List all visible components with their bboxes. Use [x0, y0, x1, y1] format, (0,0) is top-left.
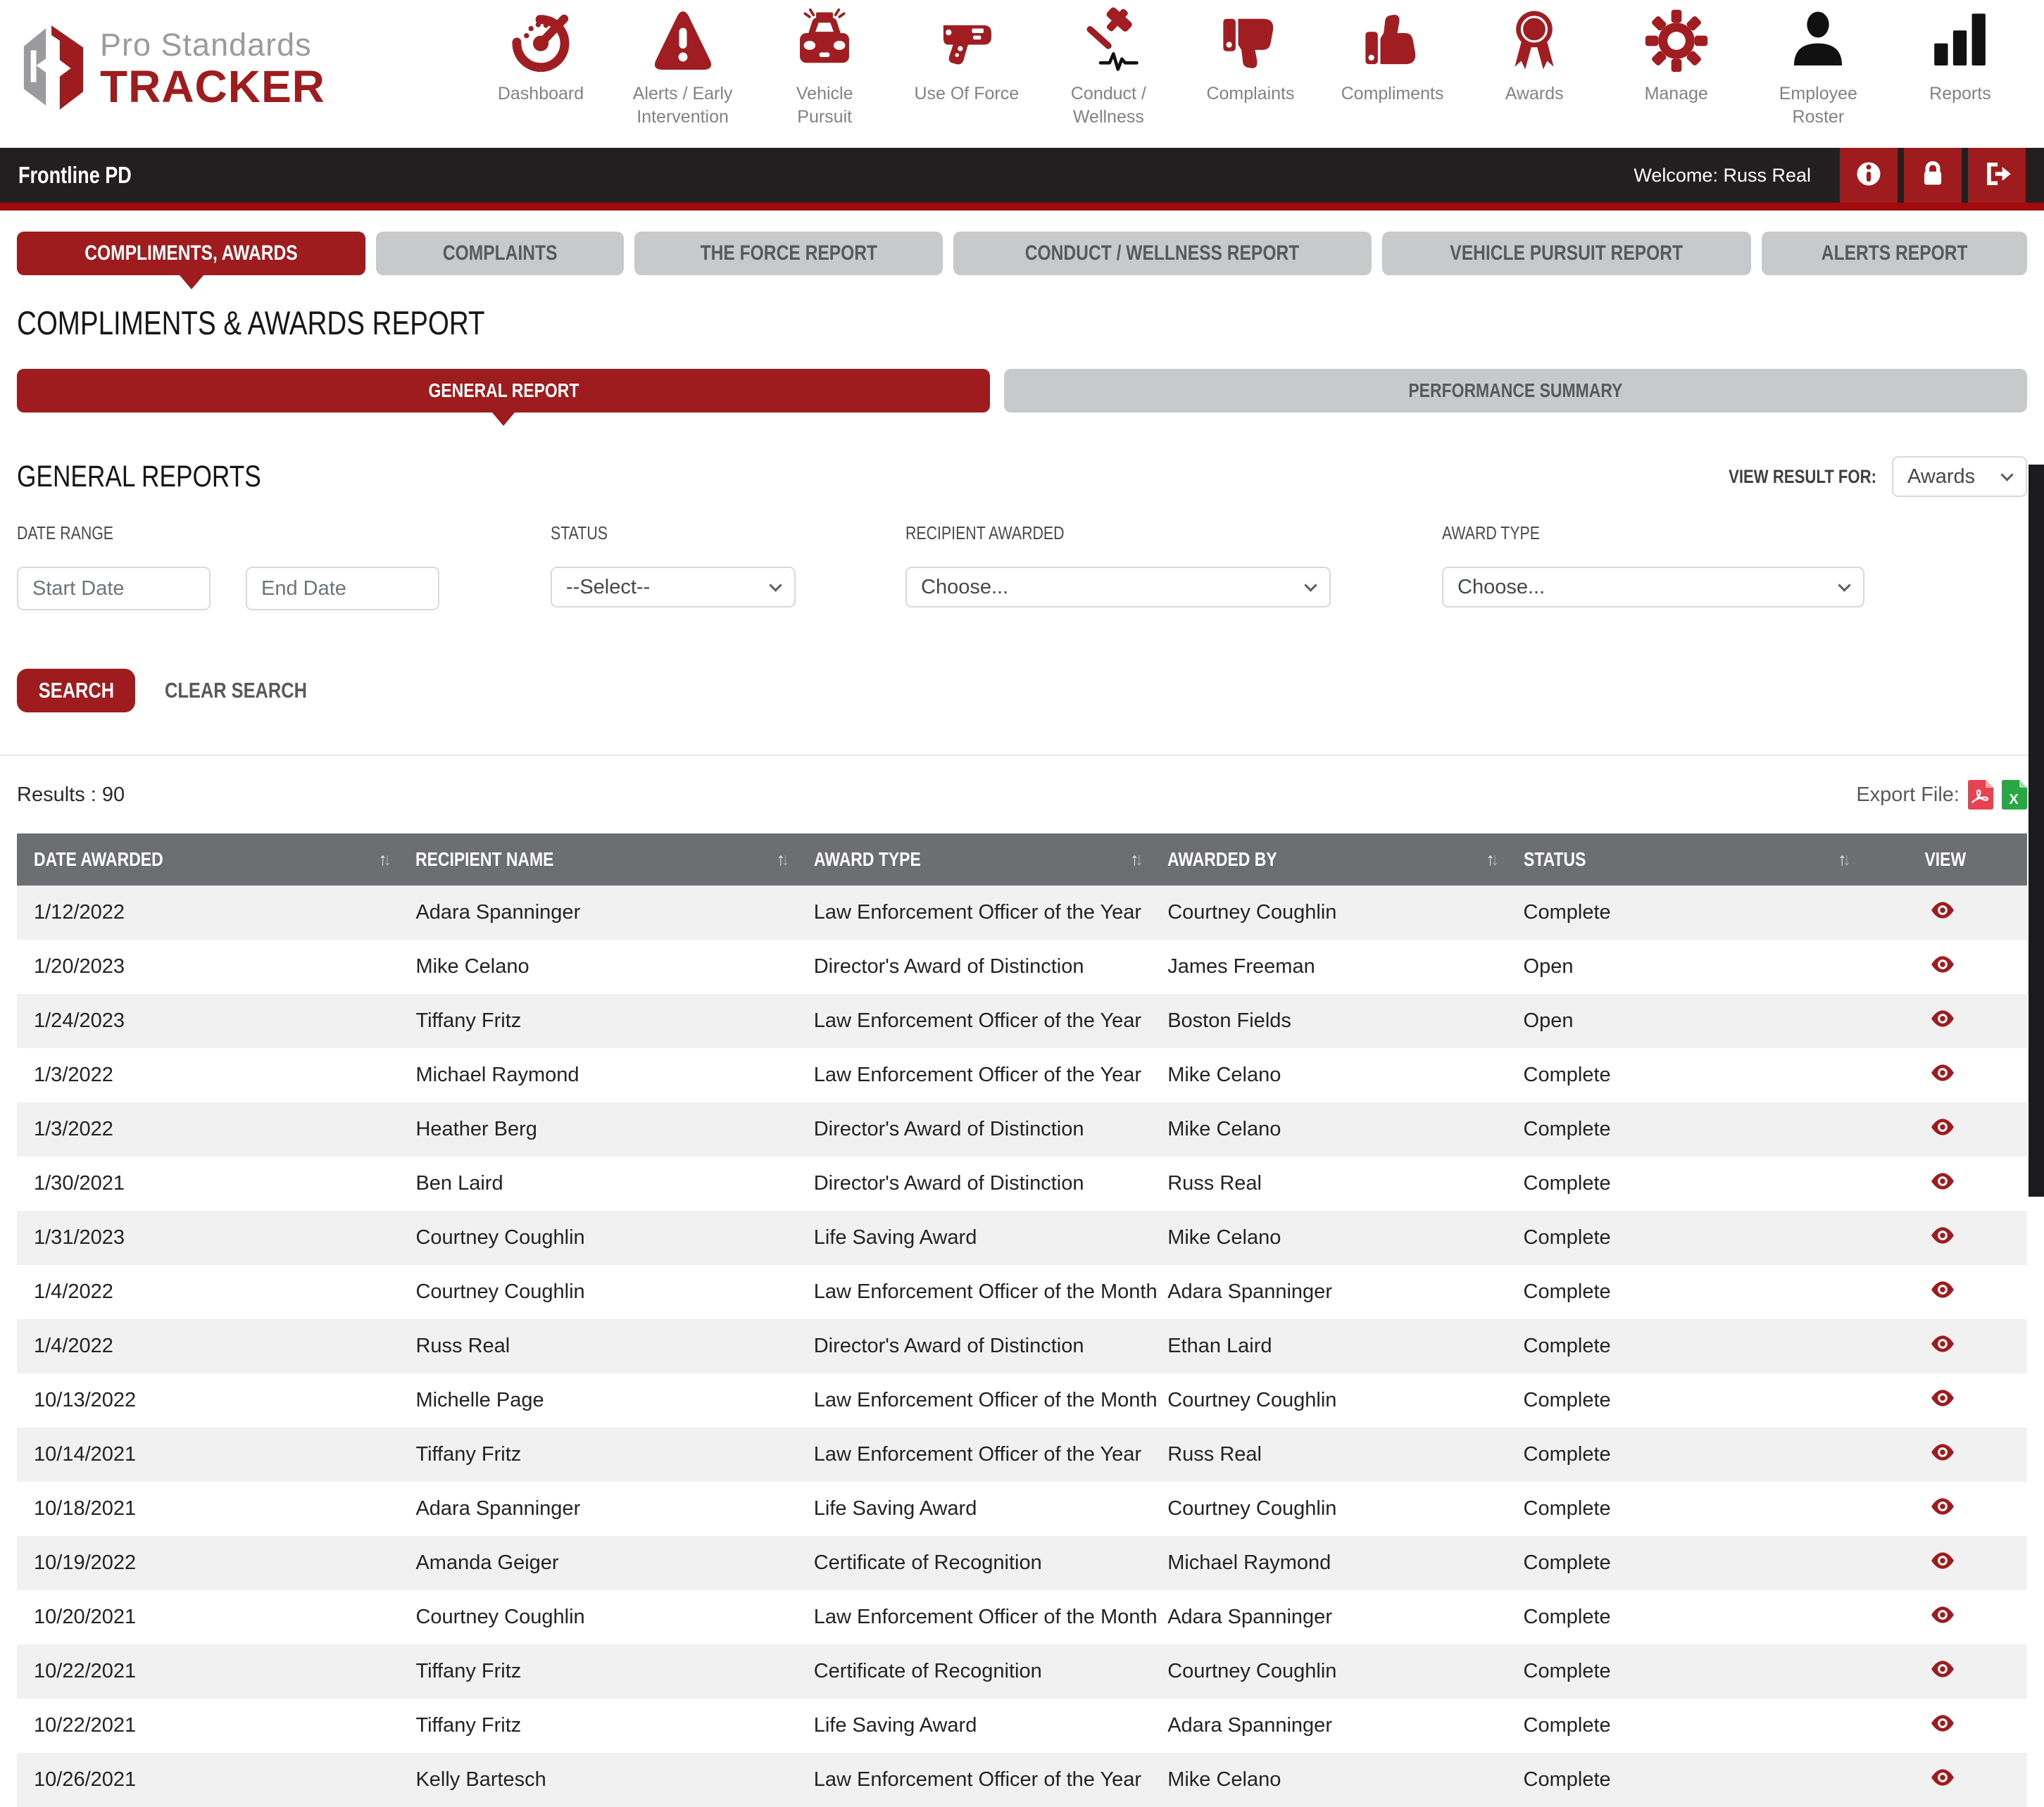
- cell-recipient-name: Courtney Coughlin: [415, 1226, 585, 1249]
- gear-icon: [1644, 8, 1709, 77]
- table-row: [17, 1048, 2027, 1102]
- status-select-value: --Select--: [566, 575, 651, 598]
- general-reports-header: [17, 456, 2027, 497]
- cell-status: Complete: [1523, 1551, 1611, 1574]
- report-tabs: [17, 232, 2027, 275]
- tab-label: THE FORCE REPORT: [700, 241, 877, 265]
- cell-date-awarded: 1/3/2022: [34, 1064, 113, 1086]
- table-row: [17, 1699, 2027, 1753]
- cell-date-awarded: 1/24/2023: [34, 1009, 125, 1032]
- cell-view: [1858, 1482, 2027, 1536]
- speedometer-icon: [508, 8, 573, 77]
- search-button[interactable]: [17, 669, 135, 712]
- cell-view: [1858, 1644, 2027, 1699]
- cell-status: Open: [1523, 1009, 1574, 1032]
- column-label: RECIPIENT NAME: [415, 848, 554, 870]
- cell-view: [1858, 994, 2027, 1048]
- view-record-eye-icon[interactable]: [1930, 1714, 1955, 1738]
- nav-item-vehicle-pursuit[interactable]: [765, 8, 884, 128]
- view-record-eye-icon[interactable]: [1930, 1280, 1955, 1304]
- cell-awarded-by: Courtney Coughlin: [1167, 901, 1337, 924]
- table-header-row: [17, 833, 2027, 886]
- view-record-eye-icon[interactable]: [1930, 1118, 1955, 1142]
- cell-awarded-by: Adara Spanninger: [1167, 1280, 1332, 1303]
- cell-awarded-by: Russ Real: [1167, 1172, 1262, 1195]
- cell-recipient-name: Mike Celano: [415, 955, 529, 978]
- cell-award-type: Law Enforcement Officer of the Year: [813, 1768, 1142, 1791]
- results-count: Results : 90: [17, 783, 125, 806]
- column-label: VIEW: [1924, 848, 1967, 870]
- tab-vehicle-pursuit-report[interactable]: [1382, 232, 1751, 275]
- cell-date-awarded: 1/20/2023: [34, 955, 125, 978]
- table-row: [17, 994, 2027, 1048]
- cell-awarded-by: Mike Celano: [1167, 1118, 1281, 1140]
- cell-view: [1858, 1211, 2027, 1265]
- table-row: [17, 1753, 2027, 1807]
- bar-chart-icon: [1928, 8, 1993, 77]
- table-row: [17, 1428, 2027, 1482]
- person-icon: [1786, 8, 1850, 77]
- cell-date-awarded: 1/4/2022: [34, 1280, 113, 1303]
- column-header-awarded-by[interactable]: [1150, 833, 1506, 886]
- logout-button[interactable]: [1968, 148, 2026, 203]
- table-row: [17, 1373, 2027, 1428]
- cell-date-awarded: 10/26/2021: [34, 1768, 137, 1791]
- cell-date-awarded: 1/12/2022: [34, 901, 125, 924]
- table-row: [17, 1536, 2027, 1590]
- cell-award-type: Director's Award of Distinction: [813, 1335, 1084, 1357]
- cell-view: [1858, 1373, 2027, 1428]
- column-header-date-awarded[interactable]: [17, 833, 399, 886]
- view-record-eye-icon[interactable]: [1930, 1009, 1955, 1033]
- cell-view: [1858, 1536, 2027, 1590]
- awards-table: [17, 833, 2027, 1807]
- cell-awarded-by: Courtney Coughlin: [1167, 1497, 1337, 1520]
- view-record-eye-icon[interactable]: [1930, 1335, 1955, 1359]
- view-result-label: VIEW RESULT FOR:: [1729, 465, 1876, 487]
- column-header-award-type[interactable]: [797, 833, 1150, 886]
- section-divider: [0, 755, 2044, 756]
- view-record-eye-icon[interactable]: [1930, 1660, 1955, 1684]
- column-header-status[interactable]: [1507, 833, 1859, 886]
- logout-icon: [1981, 158, 2012, 193]
- filter-date-range: [17, 522, 439, 610]
- recipient-awarded-label: RECIPIENT AWARDED: [905, 522, 1065, 543]
- nav-item-label: Employee Roster: [1779, 84, 1857, 127]
- cell-award-type: Law Enforcement Officer of the Year: [813, 1064, 1142, 1086]
- nav-item-awards[interactable]: [1474, 8, 1594, 128]
- cell-recipient-name: Heather Berg: [415, 1118, 537, 1140]
- cell-recipient-name: Tiffany Fritz: [415, 1443, 522, 1466]
- view-record-eye-icon[interactable]: [1930, 1606, 1955, 1630]
- logo-mark-icon: [20, 23, 89, 114]
- cell-award-type: Life Saving Award: [813, 1226, 977, 1249]
- cell-award-type: Law Enforcement Officer of the Year: [813, 1009, 1142, 1032]
- cell-view: [1858, 1048, 2027, 1102]
- app-logo[interactable]: [20, 0, 351, 137]
- cell-view: [1858, 1753, 2027, 1807]
- nav-item-label: Vehicle Pursuit: [796, 84, 853, 127]
- view-record-eye-icon[interactable]: [1930, 1443, 1955, 1467]
- cell-award-type: Director's Award of Distinction: [813, 1118, 1084, 1140]
- sort-icon[interactable]: ↑↓: [1838, 849, 1848, 869]
- cell-date-awarded: 10/18/2021: [34, 1497, 137, 1520]
- cell-recipient-name: Tiffany Fritz: [415, 1660, 522, 1682]
- column-label: AWARDED BY: [1167, 848, 1277, 870]
- table-row: [17, 1211, 2027, 1265]
- table-row: [17, 1265, 2027, 1319]
- search-button-label: SEARCH: [38, 678, 114, 703]
- subtab-general-report[interactable]: [17, 369, 990, 413]
- tab-force-report[interactable]: [634, 232, 943, 275]
- cell-status: Open: [1523, 955, 1574, 978]
- end-date-input[interactable]: [246, 567, 439, 610]
- cell-status: Complete: [1523, 1389, 1611, 1411]
- nav-item-reports[interactable]: [1900, 8, 2020, 128]
- nav-item-manage[interactable]: [1617, 8, 1736, 128]
- tab-label: COMPLIMENTS, AWARDS: [84, 241, 298, 265]
- cell-awarded-by: Russ Real: [1167, 1443, 1262, 1466]
- cell-view: [1858, 1699, 2027, 1753]
- sort-icon[interactable]: ↑↓: [378, 849, 388, 869]
- nav-item-label: Reports: [1929, 84, 1991, 103]
- report-sub-tabs: [17, 369, 2027, 413]
- cell-award-type: Director's Award of Distinction: [813, 1172, 1084, 1195]
- cell-recipient-name: Adara Spanninger: [415, 901, 581, 924]
- column-label: DATE AWARDED: [34, 848, 163, 870]
- cell-recipient-name: Russ Real: [415, 1335, 510, 1357]
- results-bar: [17, 780, 2027, 810]
- cell-status: Complete: [1523, 1064, 1611, 1086]
- tab-complaints[interactable]: [376, 232, 624, 275]
- nav-item-label: Complaints: [1206, 84, 1295, 103]
- awards-table-body: [17, 886, 2027, 1807]
- tab-alerts-report[interactable]: [1762, 232, 2027, 275]
- section-title: GENERAL REPORTS: [17, 459, 261, 493]
- filter-award-type: [1442, 522, 1864, 607]
- tab-label: VEHICLE PURSUIT REPORT: [1450, 241, 1684, 265]
- info-icon: [1853, 158, 1884, 193]
- cell-awarded-by: Adara Spanninger: [1167, 1714, 1332, 1737]
- cell-awarded-by: Mike Celano: [1167, 1768, 1281, 1791]
- scrollbar-thumb[interactable]: [2029, 465, 2044, 1197]
- table-row: [17, 1644, 2027, 1699]
- cell-award-type: Law Enforcement Officer of the Year: [813, 1443, 1142, 1466]
- status-label: STATUS: [551, 522, 608, 543]
- nav-item-dashboard[interactable]: [481, 8, 601, 128]
- cell-awarded-by: Adara Spanninger: [1167, 1606, 1332, 1628]
- table-row: [17, 1482, 2027, 1536]
- agency-name: Frontline PD: [18, 162, 132, 188]
- chevron-down-icon: [1838, 579, 1850, 591]
- cell-recipient-name: Kelly Bartesch: [415, 1768, 546, 1791]
- nav-item-label: Alerts / Early Intervention: [632, 84, 733, 127]
- table-row: [17, 1590, 2027, 1644]
- lock-icon: [1917, 158, 1948, 193]
- lock-button[interactable]: [1904, 148, 1962, 203]
- cell-recipient-name: Michael Raymond: [415, 1064, 579, 1086]
- cell-awarded-by: Mike Celano: [1167, 1226, 1281, 1249]
- gavel-heartbeat-icon: [1076, 8, 1141, 77]
- cell-date-awarded: 10/22/2021: [34, 1714, 137, 1737]
- sort-icon[interactable]: ↑↓: [1486, 849, 1496, 869]
- view-record-eye-icon[interactable]: [1930, 1768, 1955, 1792]
- nav-item-employee-roster[interactable]: [1758, 8, 1878, 128]
- view-result-value: Awards: [1907, 465, 1976, 488]
- tab-label: COMPLAINTS: [442, 241, 558, 265]
- cell-date-awarded: 10/22/2021: [34, 1660, 137, 1682]
- nav-item-label: Dashboard: [497, 84, 584, 103]
- nav-item-label: Compliments: [1341, 84, 1444, 103]
- cell-date-awarded: 1/4/2022: [34, 1335, 113, 1357]
- thumbs-down-icon: [1218, 8, 1283, 77]
- police-car-icon: [792, 8, 857, 77]
- brand-line2: TRACKER: [100, 61, 325, 112]
- cell-recipient-name: Ben Laird: [415, 1172, 503, 1195]
- nav-item-conduct-wellness[interactable]: [1048, 8, 1168, 128]
- medal-icon: [1502, 8, 1567, 77]
- clear-search-button[interactable]: CLEAR SEARCH: [165, 678, 307, 703]
- filter-recipient-awarded: [905, 522, 1331, 607]
- column-label: AWARD TYPE: [813, 848, 921, 870]
- search-actions: [17, 669, 2027, 712]
- cell-date-awarded: 1/30/2021: [34, 1172, 125, 1195]
- cell-awarded-by: Ethan Laird: [1167, 1335, 1272, 1357]
- cell-award-type: Certificate of Recognition: [813, 1551, 1042, 1574]
- nav-items: [481, 0, 2020, 128]
- table-row: [17, 1319, 2027, 1373]
- cell-award-type: Law Enforcement Officer of the Month: [813, 1280, 1158, 1303]
- table-row: [17, 1157, 2027, 1211]
- export-file-label: Export File:: [1856, 783, 1960, 806]
- recipient-awarded-value: Choose...: [921, 575, 1009, 598]
- cell-award-type: Life Saving Award: [813, 1714, 977, 1737]
- view-record-eye-icon[interactable]: [1930, 1226, 1955, 1250]
- cell-status: Complete: [1523, 1118, 1611, 1140]
- cell-view: [1858, 1319, 2027, 1373]
- logo-text: [100, 27, 325, 111]
- cell-recipient-name: Tiffany Fritz: [415, 1009, 522, 1032]
- cell-recipient-name: Amanda Geiger: [415, 1551, 559, 1574]
- svg-text:X: X: [2009, 792, 2019, 807]
- cell-status: Complete: [1523, 1497, 1611, 1520]
- cell-awarded-by: Courtney Coughlin: [1167, 1389, 1337, 1411]
- nav-item-label: Manage: [1644, 84, 1708, 103]
- chevron-down-icon: [2000, 468, 2013, 481]
- column-label: STATUS: [1523, 848, 1586, 870]
- status-select[interactable]: [551, 567, 796, 607]
- cell-recipient-name: Courtney Coughlin: [415, 1606, 585, 1628]
- view-record-eye-icon[interactable]: [1930, 1389, 1955, 1413]
- cell-date-awarded: 10/14/2021: [34, 1443, 137, 1466]
- nav-item-use-of-force[interactable]: [907, 8, 1027, 128]
- recipient-awarded-select[interactable]: [905, 567, 1331, 607]
- nav-item-compliments[interactable]: [1333, 8, 1453, 128]
- cell-status: Complete: [1523, 1443, 1611, 1466]
- cell-award-type: Director's Award of Distinction: [813, 955, 1084, 978]
- nav-item-label: Awards: [1505, 84, 1564, 103]
- cell-status: Complete: [1523, 1335, 1611, 1357]
- cell-award-type: Life Saving Award: [813, 1497, 977, 1520]
- cell-recipient-name: Adara Spanninger: [415, 1497, 581, 1520]
- warning-triangle-icon: [651, 8, 715, 77]
- nav-item-complaints[interactable]: [1191, 8, 1310, 128]
- cell-status: Complete: [1523, 1280, 1611, 1303]
- column-header-view: [1858, 833, 2027, 886]
- cell-status: Complete: [1523, 1660, 1611, 1682]
- view-result-select[interactable]: [1892, 456, 2027, 497]
- cell-view: [1858, 886, 2027, 940]
- award-type-select[interactable]: [1442, 567, 1864, 607]
- cell-recipient-name: Courtney Coughlin: [415, 1280, 585, 1303]
- filter-status: [551, 522, 796, 607]
- date-range-label: DATE RANGE: [17, 522, 114, 543]
- view-record-eye-icon[interactable]: [1930, 1064, 1955, 1088]
- tab-compliments-awards[interactable]: [17, 232, 365, 275]
- export-pdf-icon[interactable]: [1968, 780, 1993, 810]
- cell-date-awarded: 1/3/2022: [34, 1118, 113, 1140]
- cell-view: [1858, 940, 2027, 994]
- view-record-eye-icon[interactable]: [1930, 901, 1955, 925]
- cell-status: Complete: [1523, 1226, 1611, 1249]
- cell-award-type: Law Enforcement Officer of the Year: [813, 901, 1142, 924]
- red-stripe: [0, 203, 2044, 210]
- chevron-down-icon: [769, 579, 782, 591]
- cell-status: Complete: [1523, 1172, 1611, 1195]
- filters: [17, 522, 2027, 629]
- tab-label: CONDUCT / WELLNESS REPORT: [1025, 241, 1300, 265]
- subtab-label: PERFORMANCE SUMMARY: [1408, 379, 1623, 401]
- subtab-performance-summary[interactable]: [1004, 369, 2027, 413]
- brand-line1: Pro Standards: [100, 26, 312, 63]
- cell-date-awarded: 10/19/2022: [34, 1551, 137, 1574]
- cell-status: Complete: [1523, 1606, 1611, 1628]
- thumbs-up-icon: [1360, 8, 1425, 77]
- welcome-text: Welcome: Russ Real: [1634, 164, 1811, 186]
- cell-awarded-by: James Freeman: [1167, 955, 1315, 978]
- subtab-label: GENERAL REPORT: [428, 379, 579, 401]
- cell-award-type: Certificate of Recognition: [813, 1660, 1042, 1682]
- cell-award-type: Law Enforcement Officer of the Month: [813, 1389, 1158, 1411]
- cell-view: [1858, 1590, 2027, 1644]
- table-row: [17, 1102, 2027, 1157]
- cell-recipient-name: Tiffany Fritz: [415, 1714, 522, 1737]
- agency-bar: [0, 148, 2044, 203]
- table-row: [17, 886, 2027, 940]
- column-header-recipient-name[interactable]: [399, 833, 796, 886]
- view-record-eye-icon[interactable]: [1930, 955, 1955, 979]
- view-record-eye-icon[interactable]: [1930, 1551, 1955, 1575]
- award-type-value: Choose...: [1457, 575, 1545, 598]
- cell-awarded-by: Boston Fields: [1167, 1009, 1291, 1032]
- cell-recipient-name: Michelle Page: [415, 1389, 544, 1411]
- nav-item-label: Use Of Force: [914, 84, 1020, 103]
- info-button[interactable]: [1840, 148, 1898, 203]
- table-row: [17, 940, 2027, 994]
- view-record-eye-icon[interactable]: [1930, 1172, 1955, 1196]
- cell-status: Complete: [1523, 901, 1611, 924]
- cell-awarded-by: Mike Celano: [1167, 1064, 1281, 1086]
- view-record-eye-icon[interactable]: [1930, 1497, 1955, 1521]
- sort-icon[interactable]: ↑↓: [1130, 849, 1140, 869]
- export-excel-icon[interactable]: [2002, 780, 2027, 810]
- cell-status: Complete: [1523, 1768, 1611, 1791]
- cell-status: Complete: [1523, 1714, 1611, 1737]
- cell-view: [1858, 1157, 2027, 1211]
- start-date-input[interactable]: [17, 567, 211, 610]
- cell-awarded-by: Courtney Coughlin: [1167, 1660, 1337, 1682]
- sort-icon[interactable]: ↑↓: [776, 849, 786, 869]
- nav-item-label: Conduct / Wellness: [1070, 84, 1146, 127]
- cell-award-type: Law Enforcement Officer of the Month: [813, 1606, 1158, 1628]
- taser-icon: [934, 8, 999, 77]
- nav-item-alerts-early-intervention[interactable]: [623, 8, 743, 128]
- cell-view: [1858, 1102, 2027, 1157]
- cell-date-awarded: 10/20/2021: [34, 1606, 137, 1628]
- tab-conduct-wellness-report[interactable]: [953, 232, 1372, 275]
- cell-view: [1858, 1428, 2027, 1482]
- page-title: COMPLIMENTS & AWARDS REPORT: [17, 304, 485, 341]
- chevron-down-icon: [1304, 579, 1317, 591]
- award-type-label: AWARD TYPE: [1442, 522, 1541, 543]
- tab-label: ALERTS REPORT: [1821, 241, 1968, 265]
- cell-awarded-by: Michael Raymond: [1167, 1551, 1331, 1574]
- top-navigation: [0, 0, 2044, 148]
- cell-date-awarded: 1/31/2023: [34, 1226, 125, 1249]
- cell-date-awarded: 10/13/2022: [34, 1389, 137, 1411]
- cell-view: [1858, 1265, 2027, 1319]
